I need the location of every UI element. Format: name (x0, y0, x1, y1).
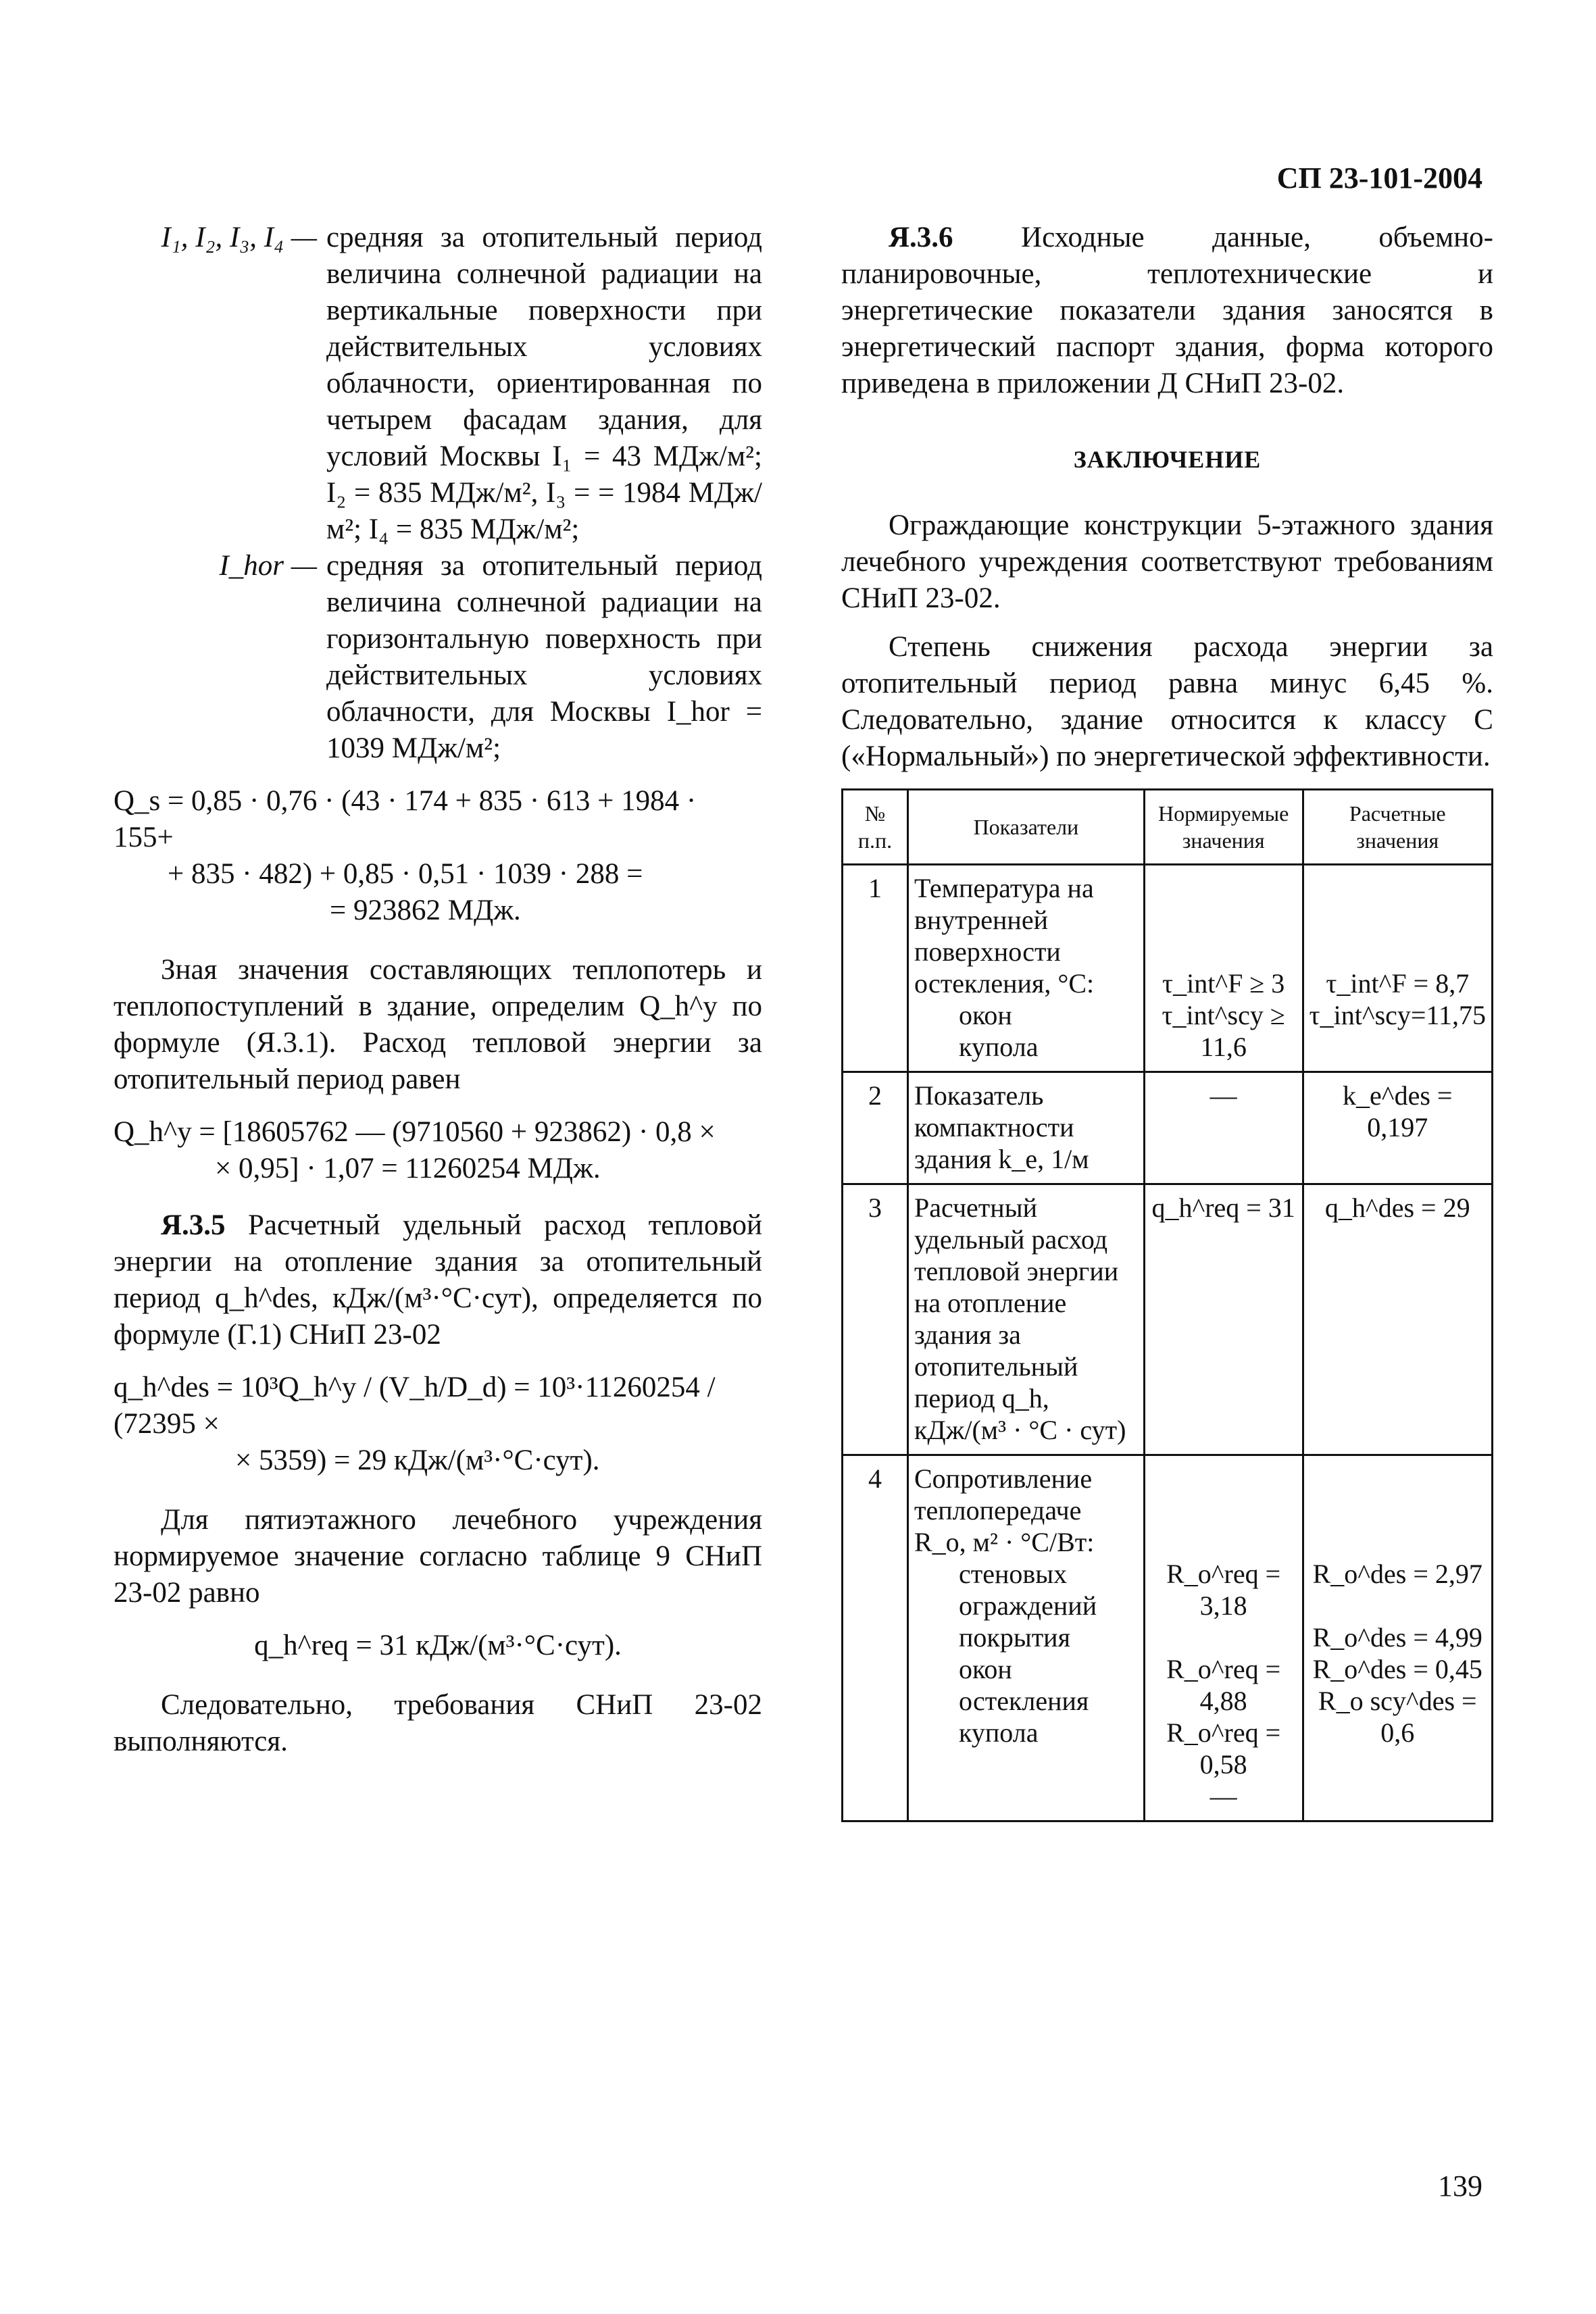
row-3-indicator: Расчетный удельный расход тепловой энергии на отопление здания за отопительный период q_h, кДж/(м³ · °С · сут) (907, 1184, 1144, 1455)
symbol-ihor: I_hor — (219, 550, 317, 582)
formula-qreq: q_h^req = 31 кДж/(м³·°С·сут). (254, 1630, 622, 1661)
row-1-title: Температура на внутренней поверхности остекления, °С: (914, 873, 1095, 999)
header-normative: Нормируемые значения (1144, 790, 1303, 865)
formula-qs (114, 783, 762, 929)
section-ya-3-6-label: Я.3.6 (889, 222, 953, 253)
row-2-indicator: Показатель компактности здания k_e, 1/м (907, 1072, 1144, 1184)
symbol-i1-i4: I₁, I₂, I₃, I₄ — (161, 222, 317, 253)
conclusion-paragraph-2: Степень снижения расхода энергии за отопительный период равна минус 6,45 %. Следовательно, здание относится к классу С («Нормальный») по энергетической эффективности. (841, 631, 1493, 772)
table-row (843, 865, 1493, 1072)
header-calculated: Расчетные значения (1303, 790, 1493, 865)
row-1-norm-windows: τ_int^F ≥ 3 (1162, 968, 1285, 999)
row-4-norm-dome-glazing: — (1210, 1781, 1237, 1811)
row-1-calc-windows: τ_int^F = 8,7 (1326, 968, 1470, 999)
row-3-calculated: q_h^des = 29 (1303, 1184, 1493, 1455)
table-row (843, 1455, 1493, 1821)
paragraph-heat-balance: Зная значения составляющих теплопотерь и теплопоступлений в здание, определим Q_h^y по формуле (Я.3.1). Расход тепловой энергии за отопительный период равен (114, 954, 762, 1095)
row-4-num: 4 (843, 1455, 908, 1821)
summary-table (841, 788, 1493, 1822)
row-1-normative (1144, 865, 1303, 1072)
row-4-calc-walls: R_o^des = 2,97 (1312, 1559, 1482, 1589)
row-1-sub-windows: окон (958, 1000, 1012, 1030)
table-row (843, 1072, 1493, 1184)
row-4-normative (1144, 1455, 1303, 1821)
left-column (114, 220, 762, 1760)
row-2-calculated: k_e^des = 0,197 (1303, 1072, 1493, 1184)
row-4-sub-dome-glazing: остекления купола (958, 1686, 1089, 1748)
row-2-num: 2 (843, 1072, 908, 1184)
header-indicator: Показатели (907, 790, 1144, 865)
header-num: № п.п. (843, 790, 908, 865)
formula-qs-line-1: Q_s = 0,85 · 0,76 · (43 · 174 + 835 · 613 + 1984 · 155+ (114, 785, 697, 853)
row-4-norm-walls: R_o^req = 3,18 (1166, 1559, 1281, 1621)
row-2-normative: — (1144, 1072, 1303, 1184)
row-1-norm-dome: τ_int^scy ≥ 11,6 (1162, 1000, 1285, 1062)
row-4-sub-roof: покрытия (958, 1622, 1070, 1653)
conclusion-paragraph-1: Ограждающие конструкции 5-этажного здания лечебного учреждения соответствуют требованиям СНиП 23-02. (841, 509, 1493, 614)
formula-qs-line-3: = 923862 МДж. (330, 895, 521, 926)
row-4-indicator (907, 1455, 1144, 1821)
formula-qdes (114, 1369, 762, 1479)
section-ya-3-5-text: Расчетный удельный расход тепловой энергии на отопление здания за отопительный период q_h^des, кДж/(м³·°С·сут), определяется по формуле (Г.1) СНиП 23-02 (114, 1209, 762, 1351)
symbol-definition-i1-i4 (114, 220, 762, 548)
document-code: СП 23-101-2004 (1276, 161, 1482, 195)
row-3-num: 3 (843, 1184, 908, 1455)
row-1-sub-dome: купола (958, 1032, 1039, 1062)
row-4-sub-windows: окон (958, 1654, 1012, 1684)
row-4-title: Сопротивление теплопередаче R_o, м² · °С/Вт: (914, 1463, 1095, 1557)
paragraph-normative-value: Для пятиэтажного лечебного учреждения нормируемое значение согласно таблице 9 СНиП 23-02 равно (114, 1504, 762, 1609)
section-ya-3-6-text: Исходные данные, объемно-планировочные, теплотехнические и энергетические показатели здания заносятся в энергетический паспорт здания, форма которого приведена в приложении Д СНиП 23-02. (841, 222, 1493, 399)
section-ya-3-6 (841, 220, 1493, 402)
section-ya-3-5 (114, 1207, 762, 1353)
formula-qdes-line-2: × 5359) = 29 кДж/(м³·°С·сут). (235, 1444, 600, 1476)
symbol-ihor-description: средняя за отопительный период величина солнечной радиации на горизонтальную поверхность при действительных условиях облачности, для Москвы I_hor = 1039 МДж/м²; (326, 550, 762, 764)
section-ya-3-5-label: Я.3.5 (161, 1209, 226, 1241)
row-1-indicator (907, 865, 1144, 1072)
right-column (841, 220, 1493, 775)
symbol-i1-i4-description: средняя за отопительный период величина солнечной радиации на вертикальные поверхности при действительных условиях облачности, ориентированная по четырем фасадам здания, для условий Москвы I₁ = 43 МДж/м²; I₂ = 835 МДж/м², I₃ = = 1984 МДж/м²; I₄ = 835 МДж/м²; (326, 222, 762, 545)
row-4-calc-dome-glazing: R_o scy^des = 0,6 (1318, 1686, 1477, 1748)
formula-qdes-line-1: q_h^des = 10³Q_h^y / (V_h/D_d) = 10³·11260254 / (72395 × (114, 1372, 716, 1440)
symbol-definition-ihor (114, 548, 762, 767)
table-row (843, 1184, 1493, 1455)
formula-qh (114, 1114, 762, 1187)
page-number: 139 (1438, 2169, 1482, 2203)
row-3-normative: q_h^req = 31 (1144, 1184, 1303, 1455)
formula-qh-line-1: Q_h^y = [18605762 — (9710560 + 923862) · 0,8 × (114, 1116, 716, 1148)
table-header-row (843, 790, 1493, 865)
row-4-norm-windows: R_o^req = 0,58 (1166, 1717, 1281, 1780)
row-4-calc-roof: R_o^des = 4,99 (1312, 1622, 1482, 1653)
row-4-norm-roof: R_o^req = 4,88 (1166, 1654, 1281, 1716)
row-1-calculated (1303, 865, 1493, 1072)
conclusion-heading: ЗАКЛЮЧЕНИЕ (1073, 446, 1262, 473)
row-4-calc-windows: R_o^des = 0,45 (1312, 1654, 1482, 1684)
formula-qh-line-2: × 0,95] · 1,07 = 11260254 МДж. (215, 1153, 601, 1184)
row-1-calc-dome: τ_int^scy=11,75 (1309, 1000, 1486, 1030)
paragraph-requirements-met: Следовательно, требования СНиП 23-02 выполняются. (114, 1689, 762, 1757)
row-1-num: 1 (843, 865, 908, 1072)
row-4-calculated (1303, 1455, 1493, 1821)
formula-qs-line-2: + 835 · 482) + 0,85 · 0,51 · 1039 · 288 = (168, 858, 643, 890)
row-4-sub-walls: стеновых ограждений (958, 1559, 1097, 1621)
